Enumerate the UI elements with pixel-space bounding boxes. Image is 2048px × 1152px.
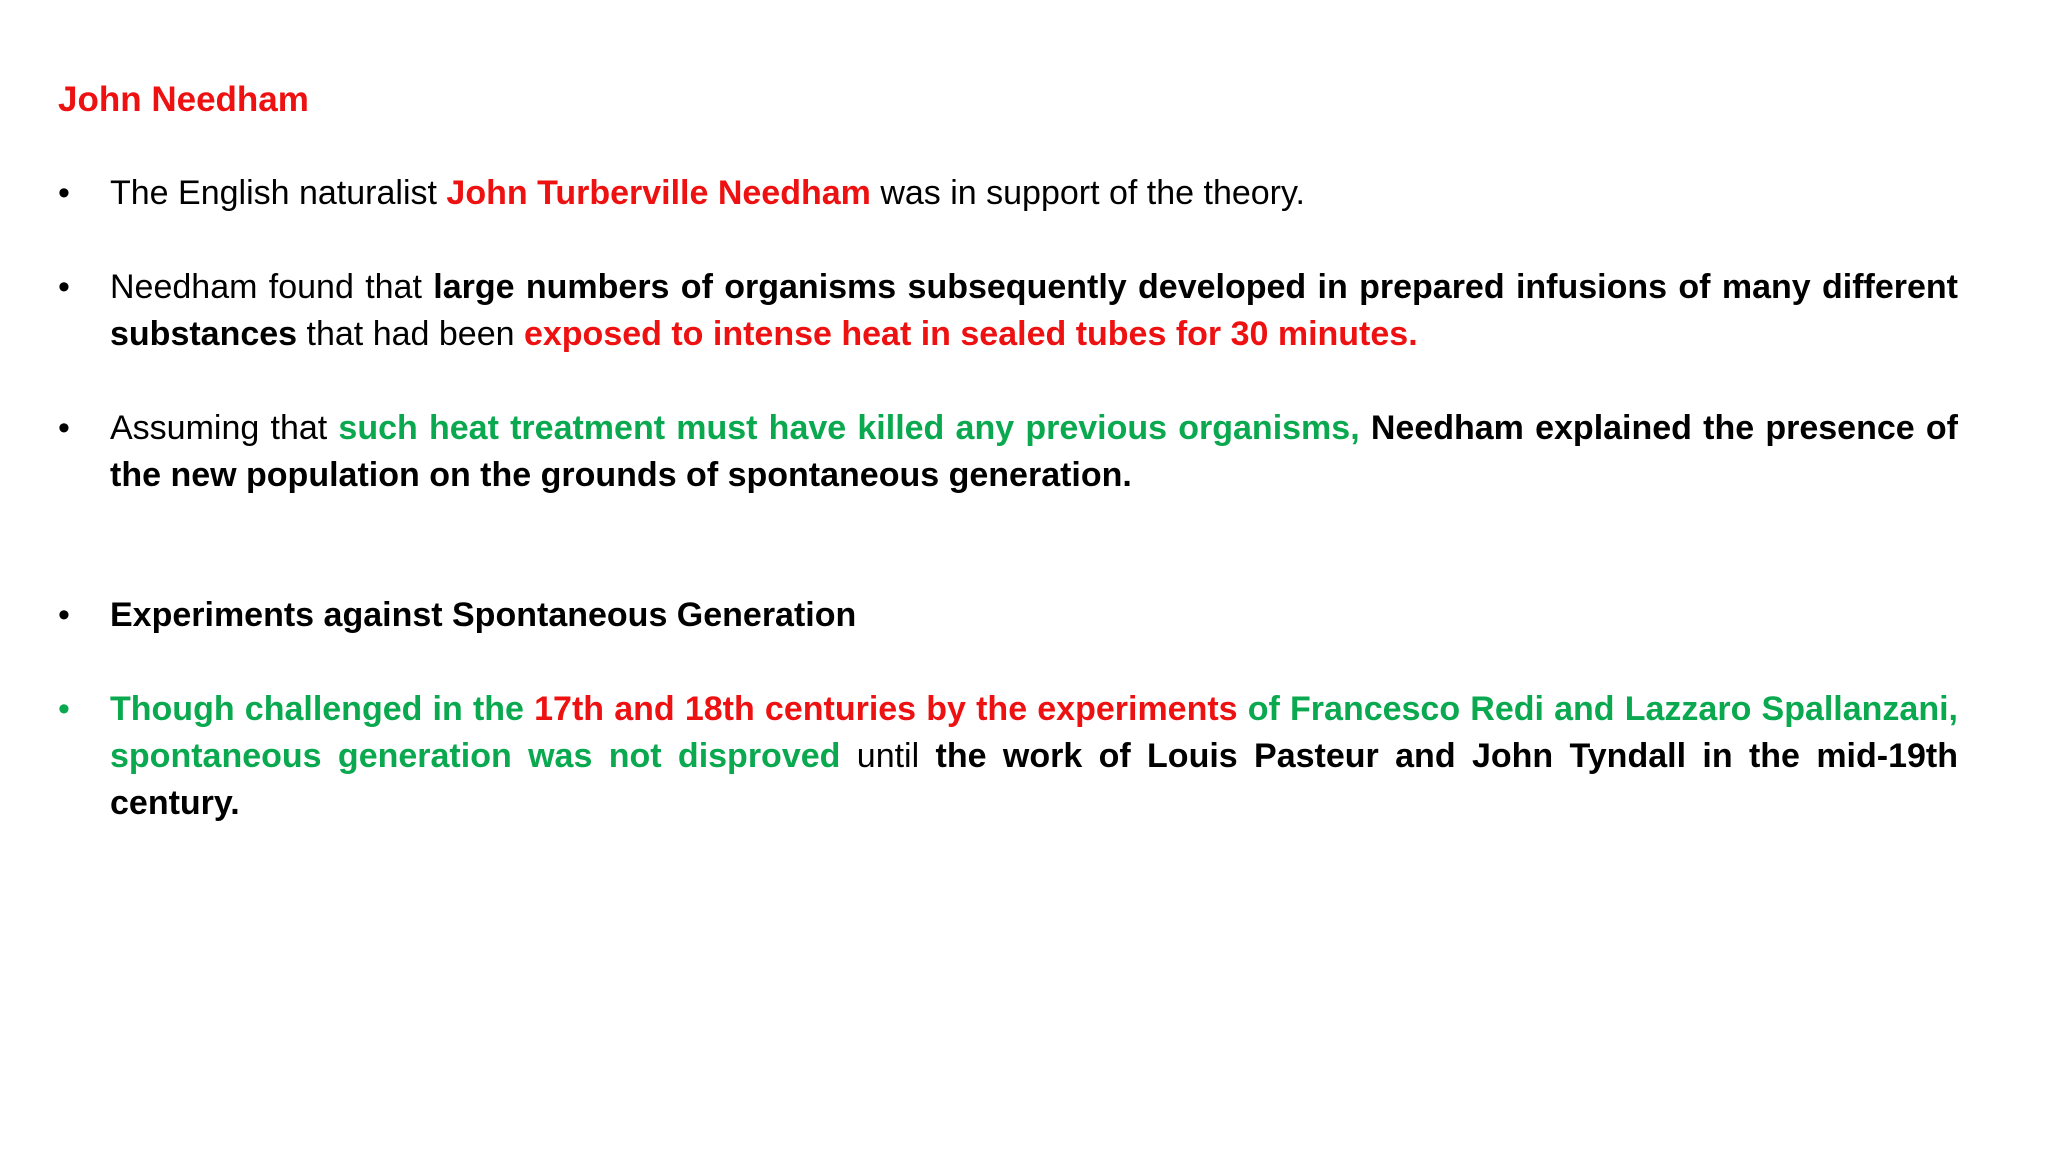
slide-title: John Needham	[58, 80, 309, 119]
highlight-centuries: 17th and 18th centuries by the experiments	[534, 690, 1238, 728]
highlight-assumption: such heat treatment must have killed any previous organisms,	[338, 409, 1360, 447]
bullet-dot: •	[58, 690, 70, 728]
bold-text: the work of Louis Pasteur and John Tyndall in the mid-19th century.	[110, 737, 1958, 822]
bold-text: large numbers of organisms subsequently developed in prepared infusions of many different substances	[110, 268, 1958, 353]
bullet-item-challenge	[58, 686, 1958, 827]
bullet-dot: •	[58, 409, 70, 447]
bullet-item-experiments-heading	[58, 592, 1958, 639]
bullet-item-needham-findings	[58, 264, 1958, 358]
section-heading: Experiments against Spontaneous Generation	[110, 596, 857, 634]
bullet-item-needham-support	[58, 170, 1958, 217]
bullet-dot: •	[58, 268, 70, 306]
bullet-list	[58, 170, 1958, 827]
highlight-heat: exposed to intense heat in sealed tubes for 30 minutes.	[523, 315, 1418, 353]
bullet-item-needham-explanation	[58, 405, 1958, 499]
highlight-challenge: Though challenged in the	[110, 690, 535, 728]
bullet-text: that had been	[297, 315, 524, 353]
bullet-text: Assuming that	[110, 409, 339, 447]
bullet-dot: •	[58, 596, 70, 634]
bold-text: Needham explained the presence of the new population on the grounds of spontaneous generation.	[110, 409, 1958, 494]
highlight-researchers: of Francesco Redi and Lazzaro Spallanzani, spontaneous generation was not disproved	[110, 690, 1959, 775]
bullet-dot: •	[58, 174, 70, 212]
highlight-name: John Turberville Needham	[446, 174, 871, 212]
bullet-text: Needham found that	[110, 268, 434, 306]
bullet-text: was in support of the theory.	[870, 174, 1305, 212]
bullet-text: until	[840, 737, 936, 775]
bullet-text: The English naturalist	[110, 174, 447, 212]
